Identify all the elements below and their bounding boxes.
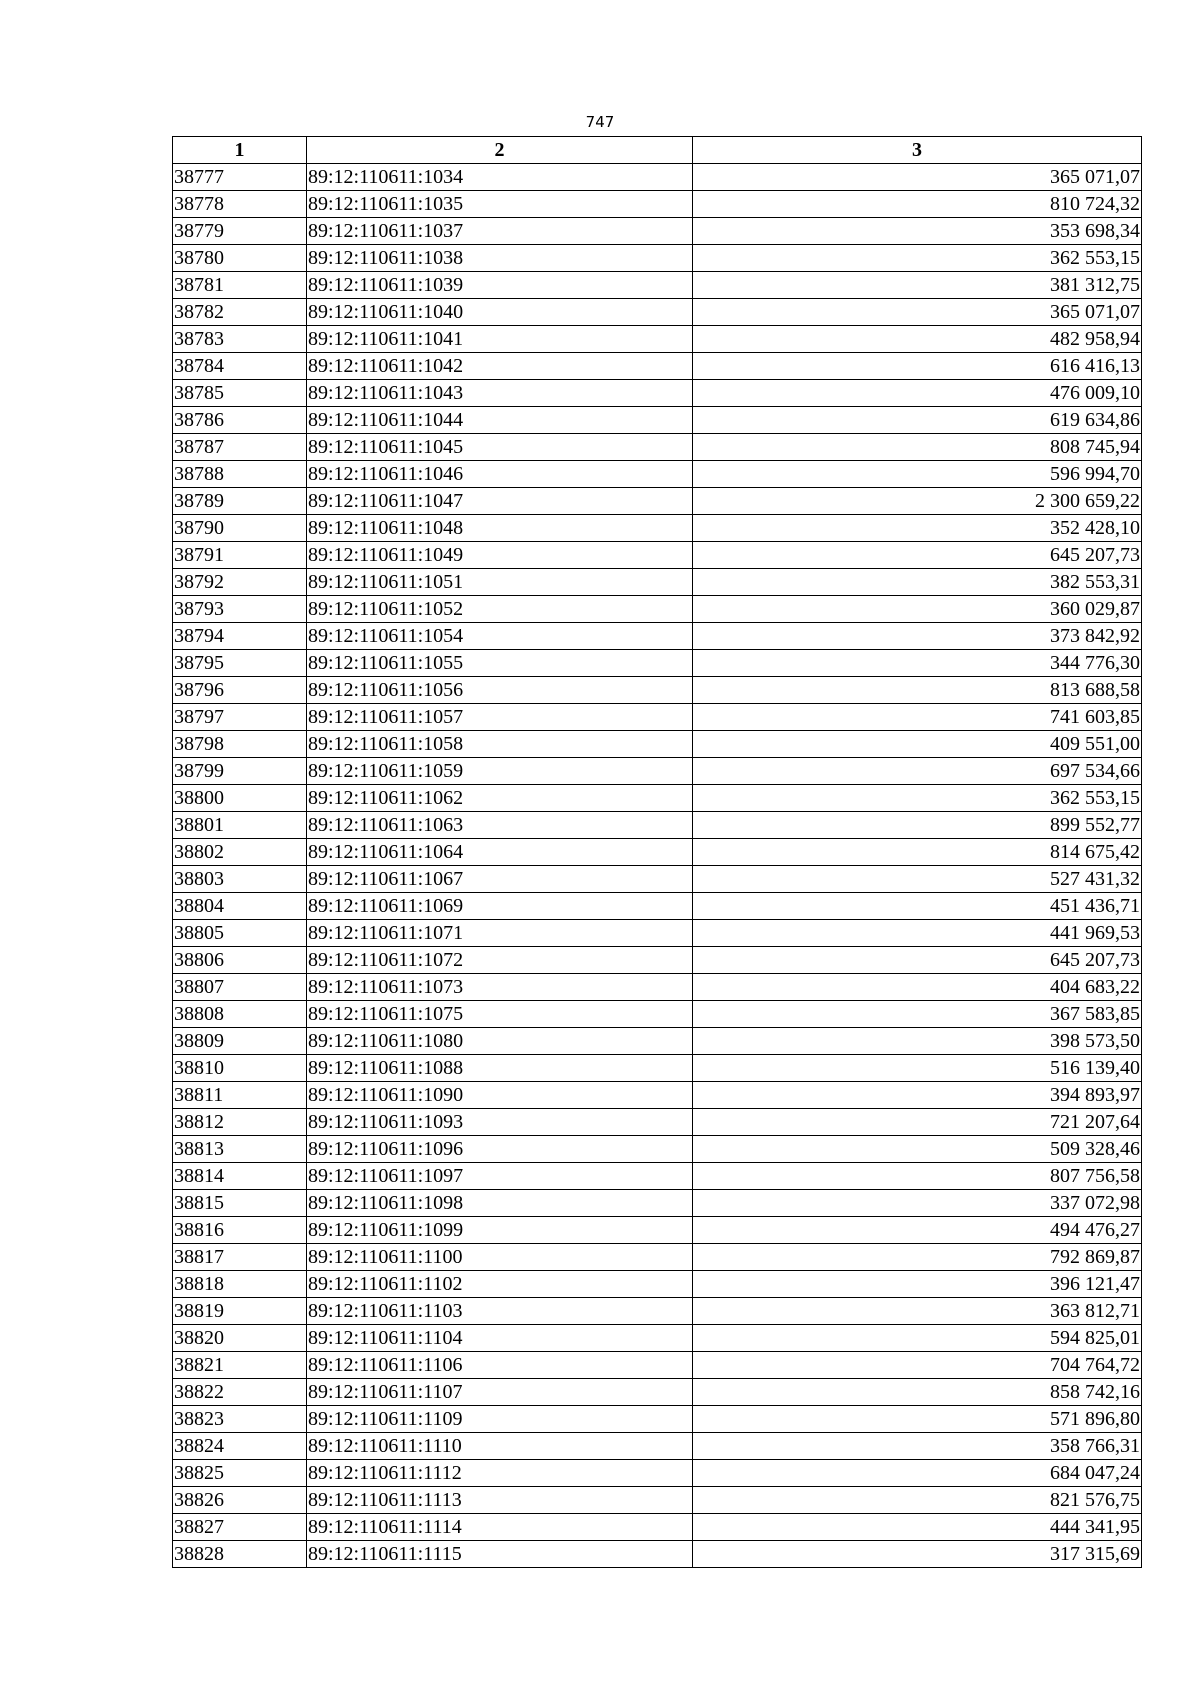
row-number-cell: 38793	[173, 596, 307, 623]
cadastral-number-cell: 89:12:110611:1039	[307, 272, 693, 299]
row-number-cell: 38791	[173, 542, 307, 569]
table-row	[173, 353, 1142, 380]
row-number-cell: 38813	[173, 1136, 307, 1163]
cadastral-number-cell: 89:12:110611:1093	[307, 1109, 693, 1136]
row-number-cell: 38790	[173, 515, 307, 542]
table-row	[173, 569, 1142, 596]
table-row	[173, 515, 1142, 542]
cadastral-number-cell: 89:12:110611:1046	[307, 461, 693, 488]
column-header-3: 3	[693, 137, 1142, 164]
cadastral-number-cell: 89:12:110611:1049	[307, 542, 693, 569]
table-row	[173, 1163, 1142, 1190]
cadastral-value-cell: 509 328,46	[693, 1136, 1142, 1163]
cadastral-value-cell: 810 724,32	[693, 191, 1142, 218]
row-number-cell: 38804	[173, 893, 307, 920]
table-row	[173, 1109, 1142, 1136]
row-number-cell: 38811	[173, 1082, 307, 1109]
table-row	[173, 1271, 1142, 1298]
cadastral-value-cell: 899 552,77	[693, 812, 1142, 839]
row-number-cell: 38809	[173, 1028, 307, 1055]
cadastral-value-cell: 594 825,01	[693, 1325, 1142, 1352]
row-number-cell: 38778	[173, 191, 307, 218]
cadastral-value-cell: 619 634,86	[693, 407, 1142, 434]
row-number-cell: 38798	[173, 731, 307, 758]
table-row	[173, 650, 1142, 677]
cadastral-value-cell: 404 683,22	[693, 974, 1142, 1001]
table-row	[173, 1433, 1142, 1460]
cadastral-value-cell: 858 742,16	[693, 1379, 1142, 1406]
row-number-cell: 38797	[173, 704, 307, 731]
cadastral-number-cell: 89:12:110611:1067	[307, 866, 693, 893]
table-row	[173, 758, 1142, 785]
cadastral-number-cell: 89:12:110611:1047	[307, 488, 693, 515]
cadastral-number-cell: 89:12:110611:1051	[307, 569, 693, 596]
cadastral-number-cell: 89:12:110611:1115	[307, 1541, 693, 1568]
cadastral-value-cell: 360 029,87	[693, 596, 1142, 623]
table-row	[173, 704, 1142, 731]
cadastral-number-cell: 89:12:110611:1073	[307, 974, 693, 1001]
cadastral-number-cell: 89:12:110611:1052	[307, 596, 693, 623]
table-row	[173, 920, 1142, 947]
row-number-cell: 38801	[173, 812, 307, 839]
row-number-cell: 38802	[173, 839, 307, 866]
row-number-cell: 38812	[173, 1109, 307, 1136]
cadastral-number-cell: 89:12:110611:1035	[307, 191, 693, 218]
cadastral-number-cell: 89:12:110611:1038	[307, 245, 693, 272]
cadastral-number-cell: 89:12:110611:1042	[307, 353, 693, 380]
cadastral-value-cell: 808 745,94	[693, 434, 1142, 461]
cadastral-number-cell: 89:12:110611:1069	[307, 893, 693, 920]
row-number-cell: 38789	[173, 488, 307, 515]
cadastral-value-cell: 814 675,42	[693, 839, 1142, 866]
table-row	[173, 974, 1142, 1001]
table-row	[173, 677, 1142, 704]
cadastral-number-cell: 89:12:110611:1097	[307, 1163, 693, 1190]
row-number-cell: 38786	[173, 407, 307, 434]
table-row	[173, 785, 1142, 812]
cadastral-value-cell: 352 428,10	[693, 515, 1142, 542]
row-number-cell: 38819	[173, 1298, 307, 1325]
row-number-cell: 38803	[173, 866, 307, 893]
cadastral-number-cell: 89:12:110611:1056	[307, 677, 693, 704]
cadastral-number-cell: 89:12:110611:1062	[307, 785, 693, 812]
table-row	[173, 1082, 1142, 1109]
cadastral-number-cell: 89:12:110611:1057	[307, 704, 693, 731]
cadastral-value-cell: 358 766,31	[693, 1433, 1142, 1460]
table-row	[173, 893, 1142, 920]
table-body	[173, 164, 1142, 1568]
row-number-cell: 38817	[173, 1244, 307, 1271]
cadastral-value-cell: 441 969,53	[693, 920, 1142, 947]
cadastral-number-cell: 89:12:110611:1104	[307, 1325, 693, 1352]
cadastral-value-cell: 398 573,50	[693, 1028, 1142, 1055]
cadastral-value-cell: 616 416,13	[693, 353, 1142, 380]
table-header-row	[173, 137, 1142, 164]
row-number-cell: 38814	[173, 1163, 307, 1190]
table-row	[173, 1001, 1142, 1028]
table-row	[173, 839, 1142, 866]
row-number-cell: 38780	[173, 245, 307, 272]
cadastral-value-cell: 362 553,15	[693, 785, 1142, 812]
column-header-2: 2	[307, 137, 693, 164]
cadastral-value-cell: 482 958,94	[693, 326, 1142, 353]
cadastral-number-cell: 89:12:110611:1034	[307, 164, 693, 191]
cadastral-value-cell: 365 071,07	[693, 164, 1142, 191]
cadastral-number-cell: 89:12:110611:1043	[307, 380, 693, 407]
table-row	[173, 1298, 1142, 1325]
table-row	[173, 623, 1142, 650]
row-number-cell: 38788	[173, 461, 307, 488]
table-row	[173, 164, 1142, 191]
row-number-cell: 38779	[173, 218, 307, 245]
table-row	[173, 218, 1142, 245]
row-number-cell: 38783	[173, 326, 307, 353]
table-row	[173, 1190, 1142, 1217]
cadastral-number-cell: 89:12:110611:1096	[307, 1136, 693, 1163]
table-row	[173, 1244, 1142, 1271]
row-number-cell: 38792	[173, 569, 307, 596]
cadastral-value-cell: 645 207,73	[693, 947, 1142, 974]
cadastral-value-cell: 317 315,69	[693, 1541, 1142, 1568]
table-row	[173, 1514, 1142, 1541]
cadastral-number-cell: 89:12:110611:1099	[307, 1217, 693, 1244]
table-row	[173, 1325, 1142, 1352]
table-row	[173, 947, 1142, 974]
cadastral-number-cell: 89:12:110611:1107	[307, 1379, 693, 1406]
row-number-cell: 38824	[173, 1433, 307, 1460]
cadastral-number-cell: 89:12:110611:1075	[307, 1001, 693, 1028]
table-row	[173, 488, 1142, 515]
cadastral-number-cell: 89:12:110611:1103	[307, 1298, 693, 1325]
table-row	[173, 731, 1142, 758]
cadastral-value-cell: 813 688,58	[693, 677, 1142, 704]
cadastral-number-cell: 89:12:110611:1055	[307, 650, 693, 677]
cadastral-value-cell: 381 312,75	[693, 272, 1142, 299]
row-number-cell: 38818	[173, 1271, 307, 1298]
row-number-cell: 38785	[173, 380, 307, 407]
row-number-cell: 38825	[173, 1460, 307, 1487]
cadastral-value-cell: 409 551,00	[693, 731, 1142, 758]
row-number-cell: 38816	[173, 1217, 307, 1244]
column-header-1: 1	[173, 137, 307, 164]
cadastral-number-cell: 89:12:110611:1098	[307, 1190, 693, 1217]
cadastral-value-cell: 494 476,27	[693, 1217, 1142, 1244]
cadastral-value-cell: 704 764,72	[693, 1352, 1142, 1379]
cadastral-number-cell: 89:12:110611:1100	[307, 1244, 693, 1271]
cadastral-value-cell: 571 896,80	[693, 1406, 1142, 1433]
table-row	[173, 191, 1142, 218]
table-row	[173, 434, 1142, 461]
cadastral-number-cell: 89:12:110611:1048	[307, 515, 693, 542]
row-number-cell: 38799	[173, 758, 307, 785]
cadastral-value-cell: 2 300 659,22	[693, 488, 1142, 515]
cadastral-value-cell: 807 756,58	[693, 1163, 1142, 1190]
cadastral-number-cell: 89:12:110611:1044	[307, 407, 693, 434]
row-number-cell: 38826	[173, 1487, 307, 1514]
cadastral-number-cell: 89:12:110611:1113	[307, 1487, 693, 1514]
row-number-cell: 38827	[173, 1514, 307, 1541]
table-row	[173, 245, 1142, 272]
cadastral-number-cell: 89:12:110611:1109	[307, 1406, 693, 1433]
row-number-cell: 38822	[173, 1379, 307, 1406]
table-row	[173, 866, 1142, 893]
cadastral-value-cell: 516 139,40	[693, 1055, 1142, 1082]
cadastral-value-cell: 821 576,75	[693, 1487, 1142, 1514]
cadastral-value-cell: 444 341,95	[693, 1514, 1142, 1541]
cadastral-value-cell: 721 207,64	[693, 1109, 1142, 1136]
table-row	[173, 1379, 1142, 1406]
row-number-cell: 38784	[173, 353, 307, 380]
table-row	[173, 1028, 1142, 1055]
table-row	[173, 1460, 1142, 1487]
cadastral-value-cell: 382 553,31	[693, 569, 1142, 596]
table-row	[173, 1217, 1142, 1244]
cadastral-value-cell: 645 207,73	[693, 542, 1142, 569]
table-row	[173, 407, 1142, 434]
cadastral-number-cell: 89:12:110611:1112	[307, 1460, 693, 1487]
cadastral-number-cell: 89:12:110611:1063	[307, 812, 693, 839]
cadastral-number-cell: 89:12:110611:1058	[307, 731, 693, 758]
table-row	[173, 272, 1142, 299]
cadastral-number-cell: 89:12:110611:1110	[307, 1433, 693, 1460]
row-number-cell: 38800	[173, 785, 307, 812]
cadastral-number-cell: 89:12:110611:1045	[307, 434, 693, 461]
table-row	[173, 812, 1142, 839]
row-number-cell: 38806	[173, 947, 307, 974]
table-row	[173, 1406, 1142, 1433]
row-number-cell: 38820	[173, 1325, 307, 1352]
cadastral-value-cell: 344 776,30	[693, 650, 1142, 677]
table-row	[173, 1541, 1142, 1568]
cadastral-value-cell: 337 072,98	[693, 1190, 1142, 1217]
page-number: 747	[585, 113, 615, 131]
cadastral-number-cell: 89:12:110611:1071	[307, 920, 693, 947]
cadastral-value-cell: 684 047,24	[693, 1460, 1142, 1487]
cadastral-number-cell: 89:12:110611:1072	[307, 947, 693, 974]
cadastral-value-cell: 362 553,15	[693, 245, 1142, 272]
cadastral-value-cell: 527 431,32	[693, 866, 1142, 893]
table-row	[173, 596, 1142, 623]
row-number-cell: 38781	[173, 272, 307, 299]
cadastral-number-cell: 89:12:110611:1054	[307, 623, 693, 650]
row-number-cell: 38810	[173, 1055, 307, 1082]
cadastral-number-cell: 89:12:110611:1041	[307, 326, 693, 353]
row-number-cell: 38815	[173, 1190, 307, 1217]
cadastral-value-cell: 353 698,34	[693, 218, 1142, 245]
table-row	[173, 1352, 1142, 1379]
cadastral-value-cell: 596 994,70	[693, 461, 1142, 488]
table-row	[173, 1055, 1142, 1082]
cadastral-value-cell: 476 009,10	[693, 380, 1142, 407]
row-number-cell: 38782	[173, 299, 307, 326]
cadastral-value-table	[172, 136, 1142, 1568]
row-number-cell: 38805	[173, 920, 307, 947]
cadastral-number-cell: 89:12:110611:1090	[307, 1082, 693, 1109]
cadastral-value-cell: 373 842,92	[693, 623, 1142, 650]
row-number-cell: 38787	[173, 434, 307, 461]
row-number-cell: 38796	[173, 677, 307, 704]
cadastral-value-cell: 792 869,87	[693, 1244, 1142, 1271]
cadastral-value-cell: 396 121,47	[693, 1271, 1142, 1298]
row-number-cell: 38808	[173, 1001, 307, 1028]
cadastral-number-cell: 89:12:110611:1064	[307, 839, 693, 866]
cadastral-value-cell: 365 071,07	[693, 299, 1142, 326]
cadastral-number-cell: 89:12:110611:1080	[307, 1028, 693, 1055]
cadastral-value-cell: 394 893,97	[693, 1082, 1142, 1109]
table-row	[173, 380, 1142, 407]
table-row	[173, 1487, 1142, 1514]
cadastral-number-cell: 89:12:110611:1059	[307, 758, 693, 785]
row-number-cell: 38821	[173, 1352, 307, 1379]
cadastral-number-cell: 89:12:110611:1040	[307, 299, 693, 326]
table-row	[173, 299, 1142, 326]
cadastral-value-cell: 451 436,71	[693, 893, 1142, 920]
cadastral-value-cell: 363 812,71	[693, 1298, 1142, 1325]
row-number-cell: 38823	[173, 1406, 307, 1433]
cadastral-number-cell: 89:12:110611:1106	[307, 1352, 693, 1379]
row-number-cell: 38807	[173, 974, 307, 1001]
cadastral-number-cell: 89:12:110611:1037	[307, 218, 693, 245]
cadastral-value-cell: 367 583,85	[693, 1001, 1142, 1028]
table-row	[173, 326, 1142, 353]
cadastral-value-cell: 697 534,66	[693, 758, 1142, 785]
cadastral-number-cell: 89:12:110611:1102	[307, 1271, 693, 1298]
row-number-cell: 38777	[173, 164, 307, 191]
table-row	[173, 542, 1142, 569]
cadastral-number-cell: 89:12:110611:1088	[307, 1055, 693, 1082]
table-row	[173, 461, 1142, 488]
cadastral-value-cell: 741 603,85	[693, 704, 1142, 731]
row-number-cell: 38795	[173, 650, 307, 677]
row-number-cell: 38828	[173, 1541, 307, 1568]
row-number-cell: 38794	[173, 623, 307, 650]
table-row	[173, 1136, 1142, 1163]
cadastral-number-cell: 89:12:110611:1114	[307, 1514, 693, 1541]
